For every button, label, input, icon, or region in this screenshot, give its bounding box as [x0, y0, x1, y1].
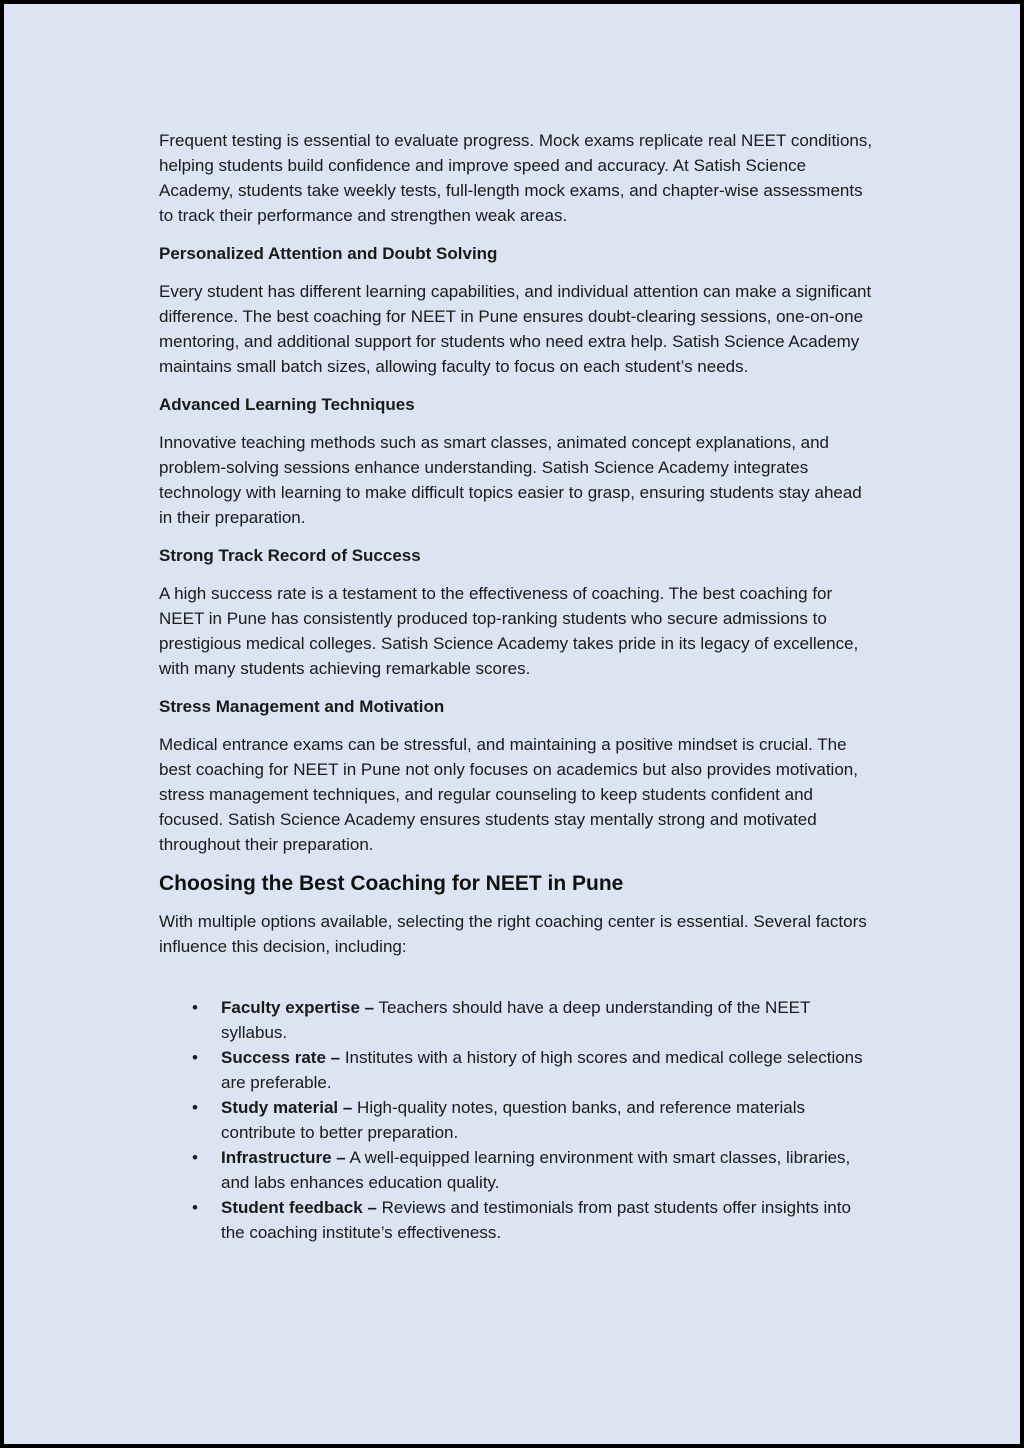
section-heading: Advanced Learning Techniques: [159, 395, 415, 414]
bullet-term: Student feedback –: [221, 1198, 377, 1217]
section-body: Medical entrance exams can be stressful, and maintaining a positive mindset is crucial. The best coaching for NEET in Pune not only focuses on academics but also provides motivation, stress management techniques, and regular counseling to keep students confident and focused. Satish Science Academy ensures students stay mentally strong and motivated throughout their preparation.: [159, 735, 858, 854]
list-item: [159, 1045, 879, 1095]
section-stress-management: [159, 694, 879, 857]
bullet-icon: •: [192, 1048, 198, 1067]
bullet-term: Infrastructure –: [221, 1148, 346, 1167]
bullet-icon: •: [192, 1098, 198, 1117]
bullet-term: Study material –: [221, 1098, 353, 1117]
choosing-intro: With multiple options available, selecting the right coaching center is essential. Several factors influence this decision, including:: [159, 912, 867, 956]
bullet-text: A well-equipped learning environment with smart classes, libraries, and labs enhances education quality.: [221, 1148, 851, 1192]
section-personalized-attention: [159, 241, 879, 379]
list-item: [159, 1095, 879, 1145]
section-heading: Stress Management and Motivation: [159, 697, 445, 716]
bullet-term: Success rate –: [221, 1048, 341, 1067]
section-advanced-learning: [159, 392, 879, 530]
list-item: [159, 995, 879, 1045]
section-heading: Personalized Attention and Doubt Solving: [159, 244, 498, 263]
list-item: [159, 1145, 879, 1195]
section-track-record: [159, 543, 879, 681]
document-content: [159, 128, 879, 1245]
bullet-icon: •: [192, 998, 198, 1017]
bullet-text: High-quality notes, question banks, and reference materials contribute to better preparation.: [221, 1098, 805, 1142]
section-heading: Strong Track Record of Success: [159, 546, 421, 565]
section-choosing-coaching: [159, 870, 879, 1245]
bullet-text: Reviews and testimonials from past students offer insights into the coaching institute’s effectiveness.: [221, 1198, 851, 1242]
section-body: Innovative teaching methods such as smart classes, animated concept explanations, and problem-solving sessions enhance understanding. Satish Science Academy integrates technology with learning to make difficult topics easier to grasp, ensuring students stay ahead in their preparation.: [159, 433, 862, 527]
choosing-heading: Choosing the Best Coaching for NEET in Pune: [159, 872, 624, 895]
bullet-text: Institutes with a history of high scores and medical college selections are preferable.: [221, 1048, 863, 1092]
bullet-icon: •: [192, 1198, 198, 1217]
list-item: [159, 1195, 879, 1245]
section-body: Every student has different learning capabilities, and individual attention can make a significant difference. The best coaching for NEET in Pune ensures doubt-clearing sessions, one-on-one mentoring, and additional support for students who need extra help. Satish Science Academy maintains small batch sizes, allowing faculty to focus on each student’s needs.: [159, 282, 872, 376]
bullet-text: Teachers should have a deep understanding of the NEET syllabus.: [221, 998, 811, 1042]
intro-paragraph: Frequent testing is essential to evaluate progress. Mock exams replicate real NEET conditions, helping students build confidence and improve speed and accuracy. At Satish Science Academy, students take weekly tests, full-length mock exams, and chapter-wise assessments to track their performance and strengthen weak areas.: [159, 131, 873, 225]
bullet-term: Faculty expertise –: [221, 998, 375, 1017]
factors-list: [159, 995, 879, 1245]
bullet-icon: •: [192, 1148, 198, 1167]
section-body: A high success rate is a testament to the effectiveness of coaching. The best coaching for NEET in Pune has consistently produced top-ranking students who secure admissions to prestigious medical colleges. Satish Science Academy takes pride in its legacy of excellence, with many students achieving remarkable scores.: [159, 584, 859, 678]
